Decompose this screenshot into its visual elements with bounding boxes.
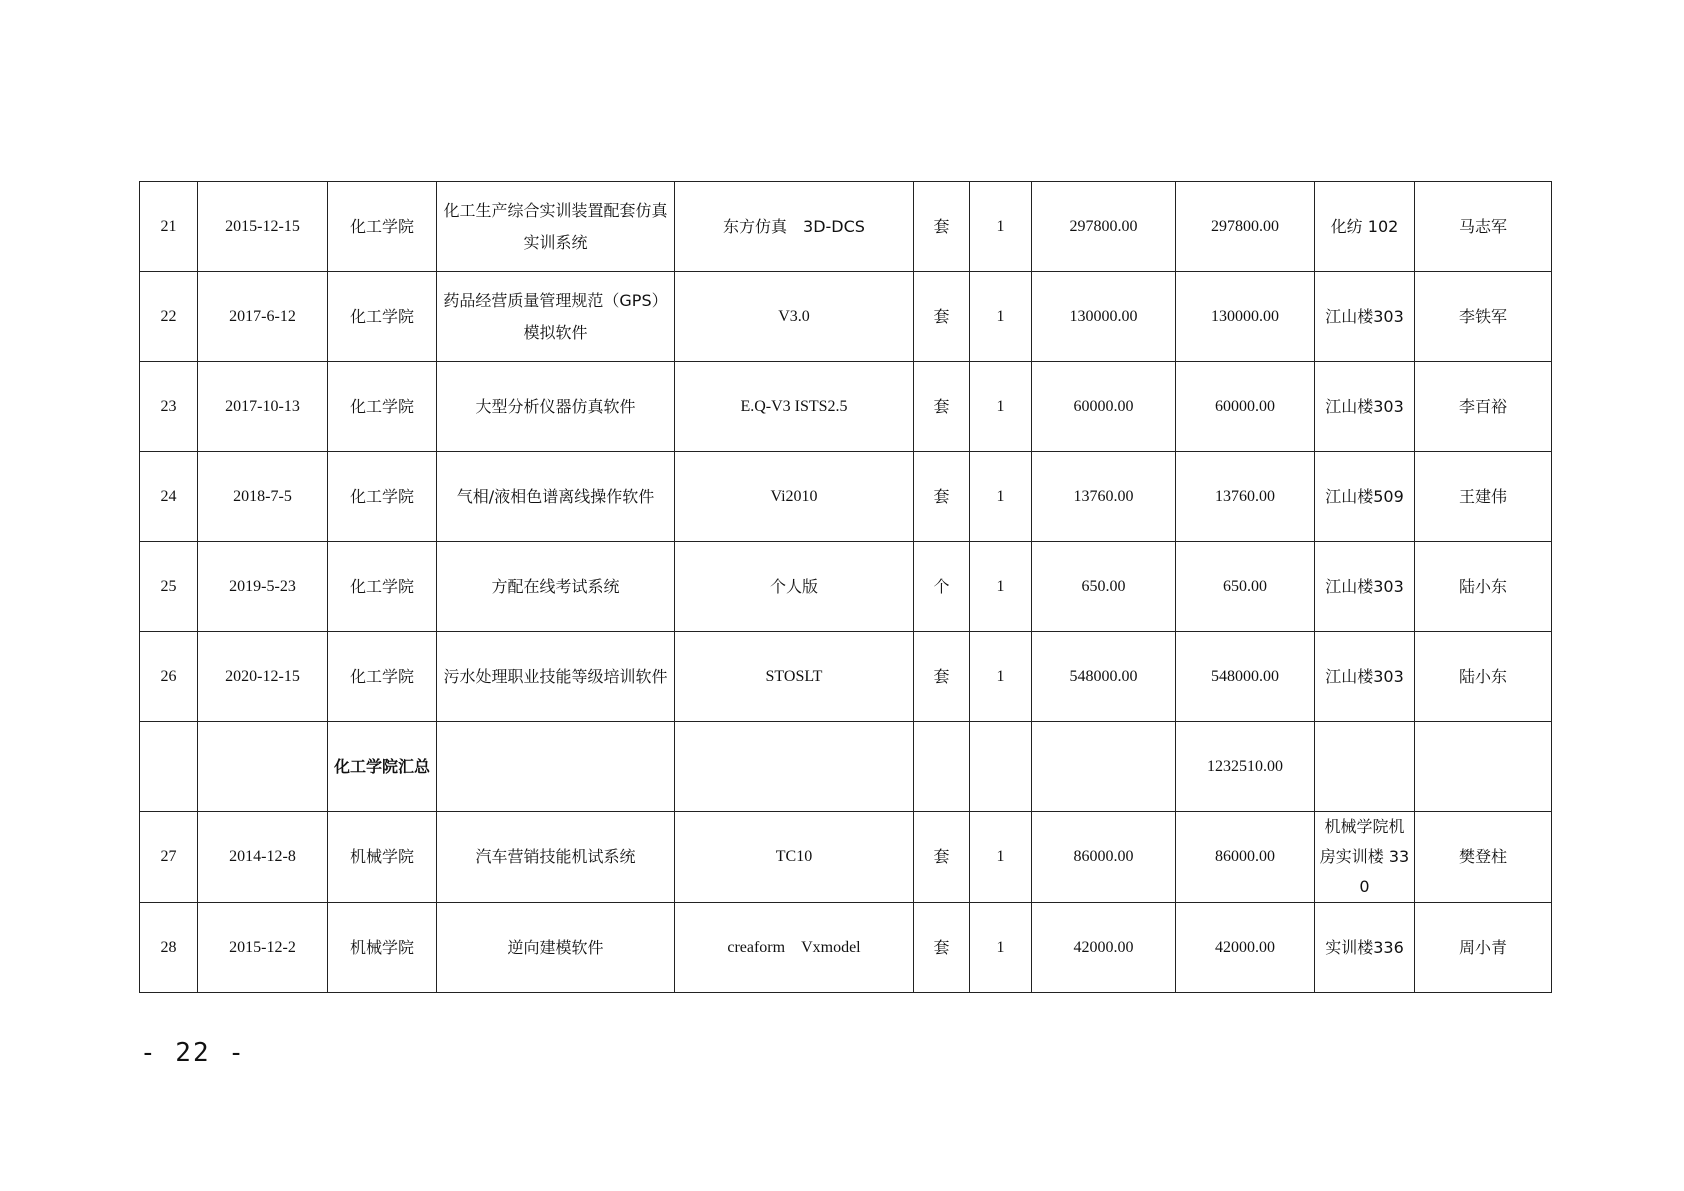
unit	[914, 722, 970, 812]
row-number: 28	[140, 903, 198, 993]
table-row	[140, 362, 1552, 452]
purchase-date: 2019-5-23	[198, 542, 328, 632]
custodian: 周小青	[1415, 903, 1552, 993]
table-row	[140, 452, 1552, 542]
purchase-date: 2015-12-15	[198, 182, 328, 272]
row-number	[140, 722, 198, 812]
model-spec: creaform Vxmodel	[675, 903, 914, 993]
summary-row	[140, 722, 1552, 812]
storage-location: 江山楼303	[1315, 272, 1415, 362]
custodian	[1415, 722, 1552, 812]
quantity: 1	[970, 272, 1032, 362]
custodian: 陆小东	[1415, 542, 1552, 632]
software-name	[437, 722, 675, 812]
unit-price: 130000.00	[1032, 272, 1176, 362]
purchase-date: 2017-10-13	[198, 362, 328, 452]
unit: 套	[914, 632, 970, 722]
department: 机械学院	[328, 812, 437, 903]
unit-price: 548000.00	[1032, 632, 1176, 722]
custodian: 李百裕	[1415, 362, 1552, 452]
row-number: 24	[140, 452, 198, 542]
table-row	[140, 812, 1552, 903]
row-number: 23	[140, 362, 198, 452]
total-amount: 42000.00	[1176, 903, 1315, 993]
quantity: 1	[970, 542, 1032, 632]
model-spec: STOSLT	[675, 632, 914, 722]
unit-price: 60000.00	[1032, 362, 1176, 452]
model-spec: TC10	[675, 812, 914, 903]
department: 化工学院	[328, 632, 437, 722]
software-name: 汽车营销技能机试系统	[437, 812, 675, 903]
quantity: 1	[970, 452, 1032, 542]
purchase-date	[198, 722, 328, 812]
unit-price	[1032, 722, 1176, 812]
storage-location: 江山楼303	[1315, 362, 1415, 452]
total-amount: 13760.00	[1176, 452, 1315, 542]
department: 化工学院	[328, 452, 437, 542]
software-asset-table	[139, 181, 1552, 993]
total-amount: 60000.00	[1176, 362, 1315, 452]
unit: 套	[914, 362, 970, 452]
software-name: 药品经营质量管理规范（GPS）模拟软件	[437, 272, 675, 362]
software-name: 逆向建模软件	[437, 903, 675, 993]
storage-location: 机械学院机房实训楼 330	[1315, 812, 1415, 903]
custodian: 王建伟	[1415, 452, 1552, 542]
software-name: 方配在线考试系统	[437, 542, 675, 632]
unit: 个	[914, 542, 970, 632]
software-name: 污水处理职业技能等级培训软件	[437, 632, 675, 722]
storage-location: 实训楼336	[1315, 903, 1415, 993]
software-name: 化工生产综合实训装置配套仿真实训系统	[437, 182, 675, 272]
software-name: 气相/液相色谱离线操作软件	[437, 452, 675, 542]
unit: 套	[914, 903, 970, 993]
purchase-date: 2017-6-12	[198, 272, 328, 362]
table-row	[140, 272, 1552, 362]
model-spec: Vi2010	[675, 452, 914, 542]
quantity	[970, 722, 1032, 812]
quantity: 1	[970, 362, 1032, 452]
storage-location	[1315, 722, 1415, 812]
total-amount: 548000.00	[1176, 632, 1315, 722]
purchase-date: 2018-7-5	[198, 452, 328, 542]
department: 化工学院	[328, 542, 437, 632]
table-row	[140, 542, 1552, 632]
total-amount: 130000.00	[1176, 272, 1315, 362]
software-name: 大型分析仪器仿真软件	[437, 362, 675, 452]
model-spec: E.Q-V3 ISTS2.5	[675, 362, 914, 452]
unit: 套	[914, 452, 970, 542]
quantity: 1	[970, 632, 1032, 722]
custodian: 陆小东	[1415, 632, 1552, 722]
quantity: 1	[970, 903, 1032, 993]
unit-price: 86000.00	[1032, 812, 1176, 903]
total-amount: 297800.00	[1176, 182, 1315, 272]
custodian: 李铁军	[1415, 272, 1552, 362]
model-spec	[675, 722, 914, 812]
quantity: 1	[970, 182, 1032, 272]
unit-price: 650.00	[1032, 542, 1176, 632]
row-number: 22	[140, 272, 198, 362]
unit: 套	[914, 182, 970, 272]
page-number: - 22 -	[140, 1038, 246, 1068]
table-row	[140, 632, 1552, 722]
unit-price: 297800.00	[1032, 182, 1176, 272]
custodian: 樊登柱	[1415, 812, 1552, 903]
total-amount: 86000.00	[1176, 812, 1315, 903]
storage-location: 江山楼509	[1315, 452, 1415, 542]
table-row	[140, 182, 1552, 272]
unit-price: 42000.00	[1032, 903, 1176, 993]
department: 机械学院	[328, 903, 437, 993]
storage-location: 化纺 102	[1315, 182, 1415, 272]
purchase-date: 2015-12-2	[198, 903, 328, 993]
department: 化工学院	[328, 272, 437, 362]
unit: 套	[914, 272, 970, 362]
total-amount: 650.00	[1176, 542, 1315, 632]
purchase-date: 2014-12-8	[198, 812, 328, 903]
quantity: 1	[970, 812, 1032, 903]
model-spec: V3.0	[675, 272, 914, 362]
model-spec: 东方仿真 3D-DCS	[675, 182, 914, 272]
table-row	[140, 903, 1552, 993]
department: 化工学院	[328, 362, 437, 452]
subtotal-amount: 1232510.00	[1176, 722, 1315, 812]
unit-price: 13760.00	[1032, 452, 1176, 542]
department-subtotal-label: 化工学院汇总	[328, 722, 437, 812]
unit: 套	[914, 812, 970, 903]
storage-location: 江山楼303	[1315, 542, 1415, 632]
storage-location: 江山楼303	[1315, 632, 1415, 722]
row-number: 26	[140, 632, 198, 722]
model-spec: 个人版	[675, 542, 914, 632]
custodian: 马志军	[1415, 182, 1552, 272]
row-number: 27	[140, 812, 198, 903]
department: 化工学院	[328, 182, 437, 272]
purchase-date: 2020-12-15	[198, 632, 328, 722]
row-number: 25	[140, 542, 198, 632]
row-number: 21	[140, 182, 198, 272]
